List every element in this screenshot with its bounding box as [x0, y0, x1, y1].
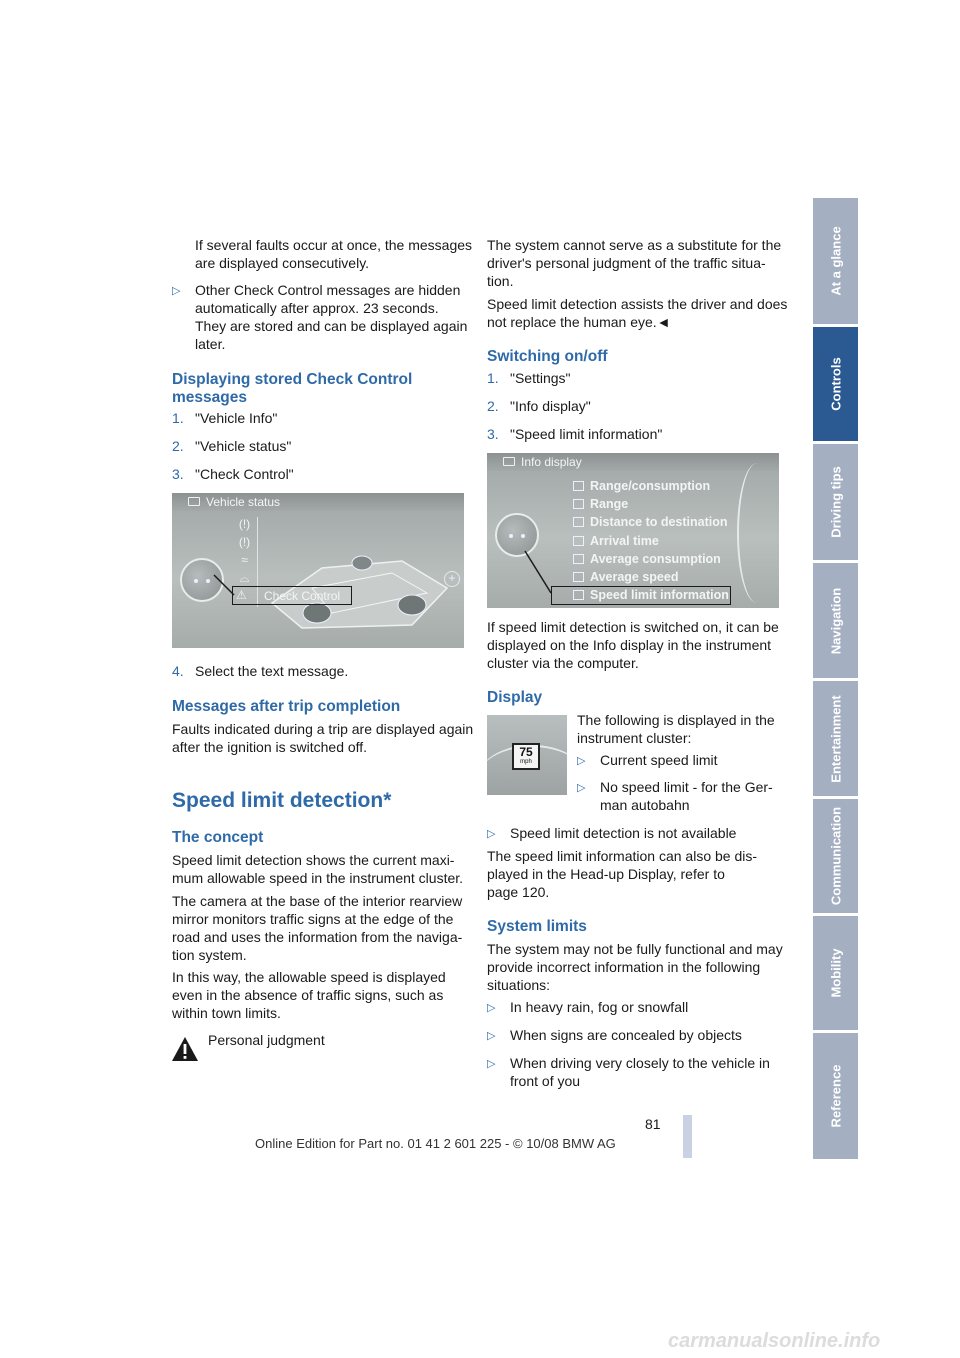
- bullet-triangle-icon: ▷: [172, 285, 181, 297]
- step-item: 1. "Vehicle Info": [172, 410, 278, 426]
- menu-item: Range/consumption: [573, 479, 710, 493]
- page-reference-link[interactable]: page 120.: [487, 884, 550, 900]
- checkbox-icon: [573, 481, 584, 491]
- menu-item: Distance to destination: [573, 515, 728, 529]
- step-item: 3. "Check Control": [172, 466, 294, 482]
- bullet-triangle-icon: ▷: [487, 1002, 496, 1014]
- paragraph: Faults indicated during a trip are displayed again: [172, 721, 474, 737]
- car-service-icon: ⌓: [239, 571, 250, 585]
- car-icon: [188, 497, 200, 506]
- watermark: carmanualsonline.info: [668, 1330, 881, 1352]
- speed-limit-sign: 75 mph: [512, 743, 540, 770]
- checkbox-icon: [573, 554, 584, 564]
- sidebar-tab-navigation[interactable]: Navigation: [813, 563, 858, 678]
- paragraph: after the ignition is switched off.: [172, 739, 368, 755]
- sidebar-tab-reference[interactable]: Reference: [813, 1033, 858, 1159]
- section-heading: Messages after trip completion: [172, 698, 401, 715]
- footer-text: Online Edition for Part no. 01 41 2 601 225 - © 10/08 BMW AG: [255, 1136, 616, 1151]
- screen-header: Vehicle status: [172, 493, 464, 511]
- menu-item: Range: [573, 497, 628, 511]
- paragraph: The camera at the base of the interior rearview: [172, 893, 463, 909]
- check-control-label: Check Control: [264, 589, 341, 603]
- bullet-triangle-icon: ▷: [487, 1058, 496, 1070]
- paragraph: tion.: [487, 273, 514, 289]
- menu-item: Arrival time: [573, 534, 659, 548]
- tire-warning-icon: (!): [238, 535, 251, 549]
- list-item-text: They are stored and can be displayed again: [195, 318, 468, 334]
- step-item: 2. "Vehicle status": [172, 438, 292, 454]
- screen-header: Info display: [487, 453, 779, 471]
- list-item-text: automatically after approx. 23 seconds.: [195, 300, 439, 316]
- info-display-screenshot: [487, 453, 779, 608]
- paragraph: provide incorrect information in the following: [487, 959, 761, 975]
- paragraph: even in the absence of traffic signs, such as: [172, 987, 444, 1003]
- sidebar-tab-at-a-glance[interactable]: At a glance: [813, 198, 858, 324]
- page-number: 81: [645, 1116, 661, 1132]
- footer-divider: [683, 1115, 692, 1158]
- checkbox-icon: [573, 572, 584, 582]
- paragraph: The following is displayed in the: [577, 712, 775, 728]
- paragraph: If speed limit detection is switched on, it can be: [487, 619, 779, 635]
- sidebar-tab-mobility[interactable]: Mobility: [813, 916, 858, 1030]
- plus-icon: +: [444, 571, 460, 587]
- section-heading: Displaying stored Check Control: [172, 371, 413, 388]
- sidebar-tab-driving-tips[interactable]: Driving tips: [813, 444, 858, 560]
- paragraph: displayed on the Info display in the instrument: [487, 637, 772, 653]
- section-heading: Display: [487, 689, 543, 706]
- step-item: 3. "Speed limit information": [487, 426, 663, 442]
- paragraph: within town limits.: [172, 1005, 281, 1021]
- paragraph: cluster via the computer.: [487, 655, 639, 671]
- paragraph: played in the Head-up Display, refer to: [487, 866, 725, 882]
- list-item-text: man autobahn: [600, 797, 690, 813]
- paragraph: In this way, the allowable speed is displayed: [172, 969, 446, 985]
- warning-title: Personal judgment: [208, 1032, 325, 1048]
- paragraph: road and uses the information from the naviga-: [172, 929, 463, 945]
- vehicle-status-screenshot: [172, 493, 464, 648]
- step-item: 2. "Info display": [487, 398, 591, 414]
- menu-item-speed-limit: Speed limit information: [573, 588, 729, 602]
- paragraph: Speed limit detection shows the current maxi-: [172, 852, 455, 868]
- bullet-triangle-icon: ▷: [487, 1030, 496, 1042]
- end-mark-icon: ◄: [656, 314, 671, 330]
- paragraph: situations:: [487, 977, 551, 993]
- list-item-text: front of you: [510, 1073, 581, 1089]
- pointer-line: [523, 549, 553, 595]
- paragraph: mum allowable speed in the instrument cluster.: [172, 870, 464, 886]
- paragraph: Speed limit detection assists the driver and does: [487, 296, 788, 312]
- tire-pressure-icon: (!): [238, 517, 251, 531]
- paragraph: The speed limit information can also be dis-: [487, 848, 758, 864]
- section-heading: Switching on/off: [487, 348, 608, 365]
- sidebar-tab-controls[interactable]: Controls: [813, 327, 858, 441]
- sidebar-tab-communication[interactable]: Communication: [813, 799, 858, 913]
- paragraph: not replace the human eye.◄: [487, 314, 671, 330]
- bullet-triangle-icon: ▷: [487, 828, 496, 840]
- bullet-triangle-icon: ▷: [577, 755, 586, 767]
- paragraph: instrument cluster:: [577, 730, 692, 746]
- paragraph: tion system.: [172, 947, 247, 963]
- paragraph: driver's personal judgment of the traffic situa-: [487, 255, 766, 271]
- speed-sign-image: [487, 715, 567, 795]
- section-heading: System limits: [487, 918, 587, 935]
- bullet-triangle-icon: ▷: [577, 782, 586, 794]
- checkbox-icon: [573, 536, 584, 546]
- section-heading: The concept: [172, 829, 264, 846]
- paragraph: The system cannot serve as a substitute for the: [487, 237, 782, 253]
- paragraph: are displayed consecutively.: [195, 255, 370, 271]
- car-chassis-illustration: [262, 533, 452, 633]
- checkbox-icon: [573, 499, 584, 509]
- menu-item: Average consumption: [573, 552, 721, 566]
- chapter-heading: Speed limit detection*: [172, 789, 392, 812]
- checkbox-icon: [573, 517, 584, 527]
- section-heading: messages: [172, 389, 247, 406]
- paragraph: If several faults occur at once, the messages: [195, 237, 473, 253]
- warning-icon: ⚠: [236, 588, 247, 602]
- settings-icon: [503, 457, 515, 466]
- paragraph: The system may not be fully functional and may: [487, 941, 783, 957]
- screen-arc: [737, 463, 777, 603]
- sidebar-tab-entertainment[interactable]: Entertainment: [813, 681, 858, 796]
- step-item: 1. "Settings": [487, 370, 571, 386]
- oil-icon: ≈: [241, 553, 248, 567]
- pointer-line: [212, 573, 236, 599]
- paragraph: mirror monitors traffic signs at the edge of the: [172, 911, 454, 927]
- menu-item: Average speed: [573, 570, 678, 584]
- checkbox-icon: [573, 590, 584, 600]
- step-item: 4. Select the text message.: [172, 663, 349, 679]
- warning-triangle-icon: [171, 1036, 199, 1062]
- list-item-text: later.: [195, 336, 226, 352]
